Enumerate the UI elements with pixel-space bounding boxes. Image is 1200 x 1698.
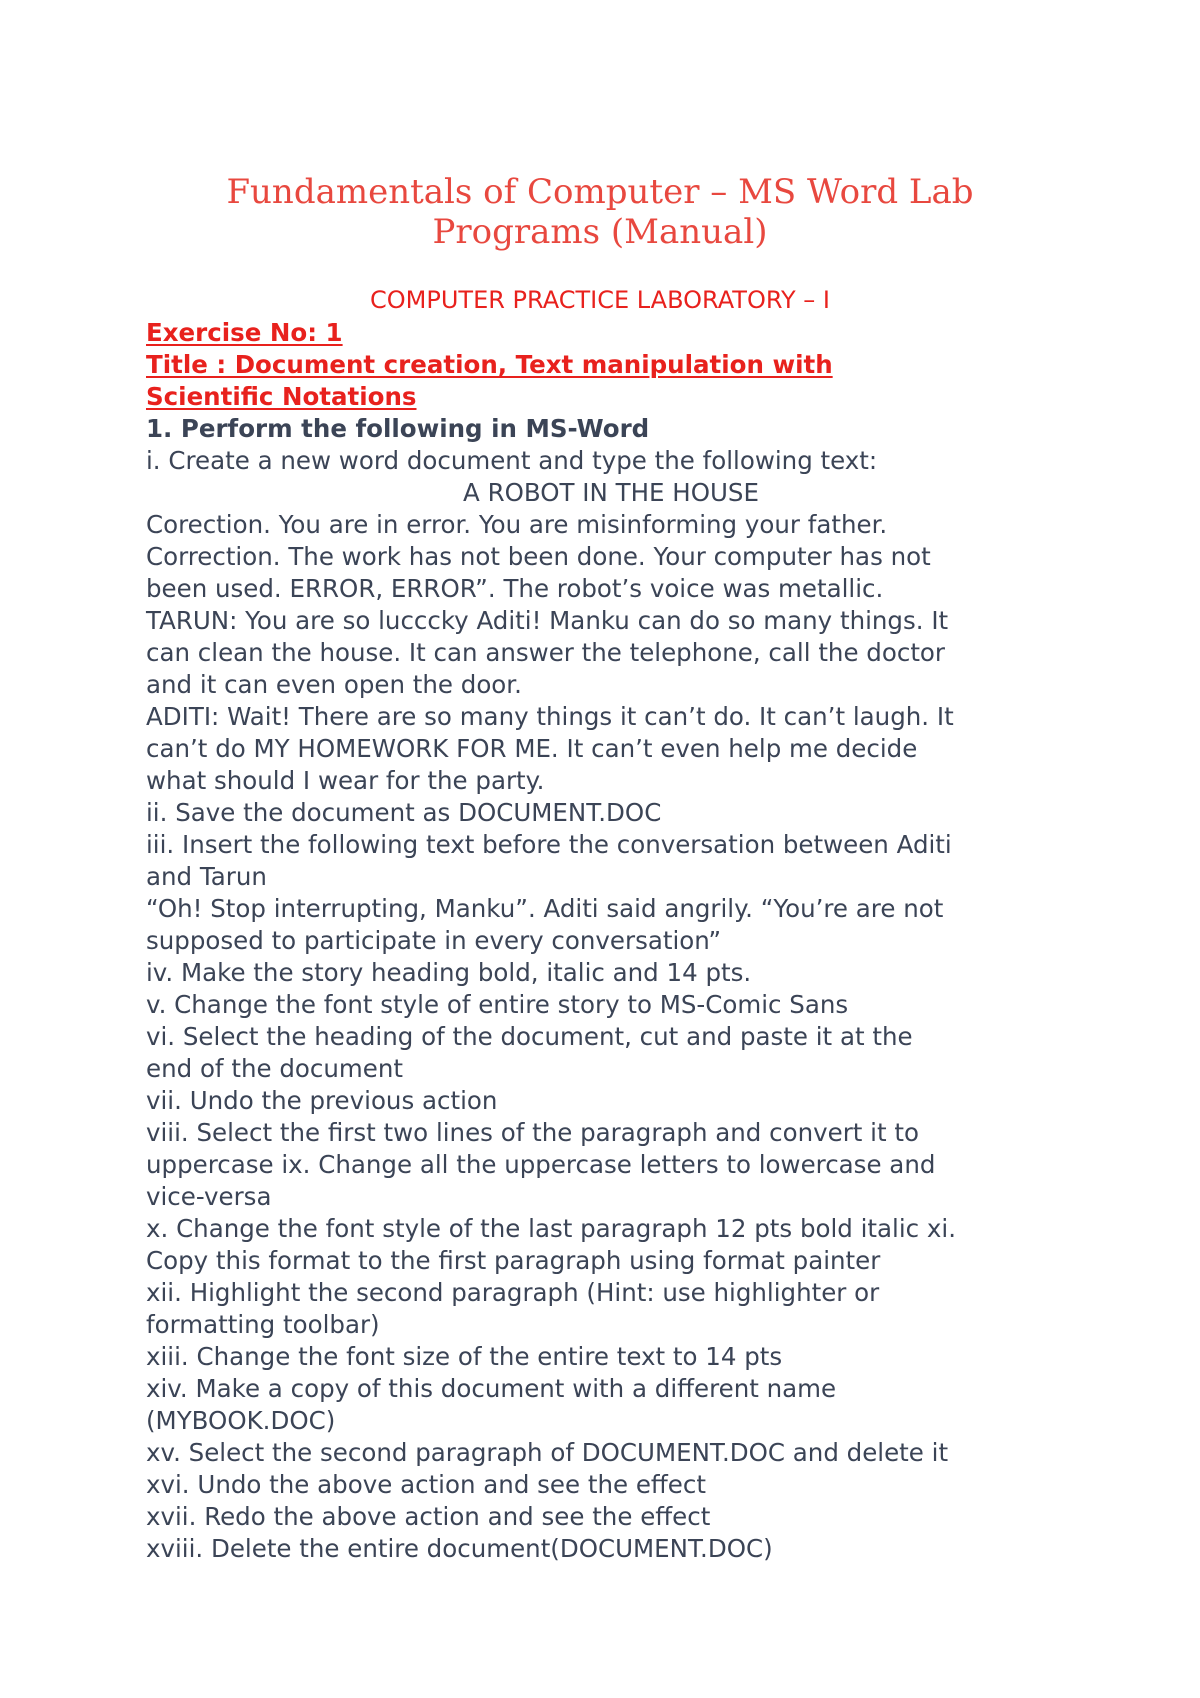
text-line: can’t do MY HOMEWORK FOR ME. It can’t even help me decide: [146, 734, 918, 763]
document-title-line-2: Programs (Manual): [432, 212, 768, 252]
exercise-title-line-1: Title : Document creation, Text manipulation with: [146, 350, 833, 379]
text-line: Correction. The work has not been done. Your computer has not: [146, 542, 931, 571]
text-line: (MYBOOK.DOC): [146, 1406, 336, 1435]
text-line: been used. ERROR, ERROR”. The robot’s voice was metallic.: [146, 574, 884, 603]
text-line: xii. Highlight the second paragraph (Hint: use highlighter or: [146, 1278, 880, 1307]
text-line: and Tarun: [146, 862, 267, 891]
text-line: vi. Select the heading of the document, cut and paste it at the: [146, 1022, 913, 1051]
text-line: viii. Select the first two lines of the paragraph and convert it to: [146, 1118, 919, 1147]
text-line: Corection. You are in error. You are misinforming your father.: [146, 510, 888, 539]
document-title: [0, 172, 1200, 252]
text-line: vice-versa: [146, 1182, 272, 1211]
story-heading: A ROBOT IN THE HOUSE: [463, 478, 759, 507]
document-title-line-1: Fundamentals of Computer – MS Word Lab: [226, 172, 974, 212]
text-line: xv. Select the second paragraph of DOCUMENT.DOC and delete it: [146, 1438, 949, 1467]
text-line: xviii. Delete the entire document(DOCUMENT.DOC): [146, 1534, 773, 1563]
text-line: end of the document: [146, 1054, 403, 1083]
text-line: v. Change the font style of entire story to MS-Comic Sans: [146, 990, 849, 1019]
text-line: xvi. Undo the above action and see the effect: [146, 1470, 706, 1499]
exercise-title-line-2: Scientific Notations: [146, 382, 417, 411]
text-line: xvii. Redo the above action and see the effect: [146, 1502, 711, 1531]
text-line: and it can even open the door.: [146, 670, 522, 699]
text-line: xiii. Change the font size of the entire text to 14 pts: [146, 1342, 783, 1371]
text-line: can clean the house. It can answer the telephone, call the doctor: [146, 638, 945, 667]
text-line: xiv. Make a copy of this document with a different name: [146, 1374, 837, 1403]
text-line: iii. Insert the following text before the conversation between Aditi: [146, 830, 952, 859]
text-line: iv. Make the story heading bold, italic and 14 pts.: [146, 958, 752, 987]
text-line: ii. Save the document as DOCUMENT.DOC: [146, 798, 662, 827]
text-line: x. Change the font style of the last paragraph 12 pts bold italic xi.: [146, 1214, 957, 1243]
document-body: [146, 317, 1076, 1565]
text-line: Copy this format to the first paragraph using format painter: [146, 1246, 881, 1275]
text-line: supposed to participate in every conversation”: [146, 926, 722, 955]
lab-heading: COMPUTER PRACTICE LABORATORY – I: [370, 286, 830, 314]
text-line: vii. Undo the previous action: [146, 1086, 498, 1115]
section-heading: 1. Perform the following in MS-Word: [146, 414, 650, 443]
text-line: TARUN: You are so lucccky Aditi! Manku can do so many things. It: [146, 606, 949, 635]
text-line: “Oh! Stop interrupting, Manku”. Aditi said angrily. “You’re are not: [146, 894, 944, 923]
text-line: formatting toolbar): [146, 1310, 380, 1339]
text-line: uppercase ix. Change all the uppercase letters to lowercase and: [146, 1150, 936, 1179]
text-line: i. Create a new word document and type the following text:: [146, 446, 878, 475]
text-line: ADITI: Wait! There are so many things it can’t do. It can’t laugh. It: [146, 702, 954, 731]
text-line: what should I wear for the party.: [146, 766, 545, 795]
exercise-number: Exercise No: 1: [146, 318, 343, 347]
